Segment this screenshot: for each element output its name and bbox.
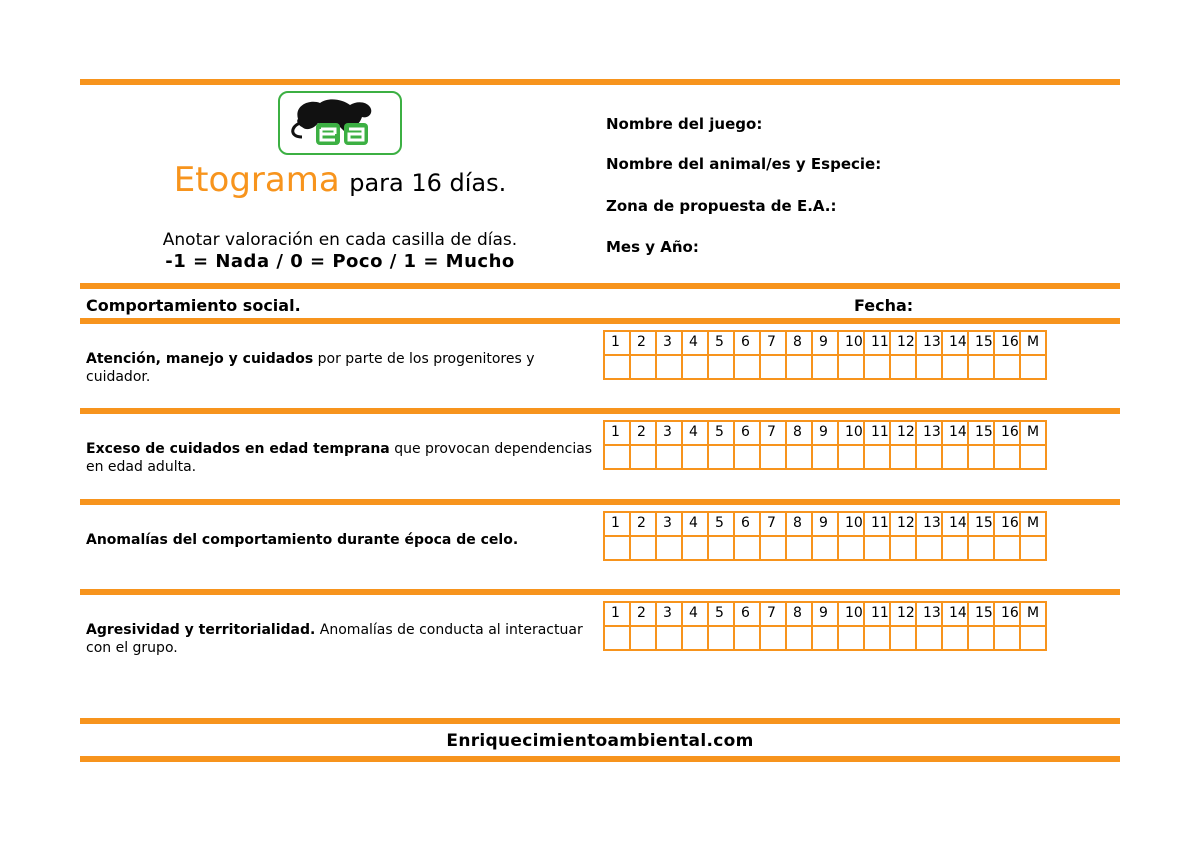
- day-header: 15: [968, 602, 994, 626]
- day-cell[interactable]: [916, 355, 942, 379]
- day-header: 10: [838, 602, 864, 626]
- day-cell[interactable]: [968, 445, 994, 469]
- day-header: 16: [994, 421, 1020, 445]
- day-entry-row: [604, 626, 1046, 650]
- day-header: 6: [734, 602, 760, 626]
- day-grid-2: [603, 420, 1047, 470]
- day-cell[interactable]: [838, 355, 864, 379]
- section-rule-top: [80, 283, 1120, 289]
- day-cell[interactable]: [630, 626, 656, 650]
- day-entry-row: [604, 536, 1046, 560]
- day-header: 16: [994, 602, 1020, 626]
- day-cell[interactable]: [734, 355, 760, 379]
- logo: [278, 91, 402, 155]
- day-header: 7: [760, 602, 786, 626]
- day-header: 2: [630, 421, 656, 445]
- day-header: 4: [682, 602, 708, 626]
- day-cell[interactable]: [916, 445, 942, 469]
- day-header: 7: [760, 421, 786, 445]
- day-cell[interactable]: [994, 445, 1020, 469]
- day-cell[interactable]: [708, 445, 734, 469]
- day-header-row: [604, 602, 1046, 626]
- day-cell[interactable]: [994, 536, 1020, 560]
- day-cell[interactable]: [890, 355, 916, 379]
- day-header: 9: [812, 331, 838, 355]
- day-header: 1: [604, 602, 630, 626]
- day-header: 16: [994, 331, 1020, 355]
- page-title: [80, 160, 600, 200]
- day-header: 6: [734, 512, 760, 536]
- day-cell[interactable]: [916, 536, 942, 560]
- day-cell[interactable]: [708, 536, 734, 560]
- day-header-row: [604, 331, 1046, 355]
- day-header: 6: [734, 421, 760, 445]
- day-cell[interactable]: [942, 355, 968, 379]
- day-header: 12: [890, 331, 916, 355]
- day-cell[interactable]: [994, 355, 1020, 379]
- day-header: 14: [942, 331, 968, 355]
- section-rule-bottom: [80, 318, 1120, 324]
- day-header: 10: [838, 512, 864, 536]
- day-cell[interactable]: [786, 445, 812, 469]
- day-cell[interactable]: [812, 445, 838, 469]
- day-cell[interactable]: [890, 536, 916, 560]
- day-header: 8: [786, 421, 812, 445]
- day-header: 15: [968, 331, 994, 355]
- info-field-animal: Nombre del animal/es y Especie:: [606, 155, 882, 173]
- day-cell[interactable]: [604, 536, 630, 560]
- row-divider-2: [80, 499, 1120, 505]
- row-label-2: [86, 440, 596, 476]
- footer-site: Enriquecimientoambiental.com: [446, 731, 754, 751]
- day-cell[interactable]: [682, 445, 708, 469]
- day-header: 16: [994, 512, 1020, 536]
- day-cell[interactable]: [838, 536, 864, 560]
- day-header: 1: [604, 421, 630, 445]
- day-header: 2: [630, 602, 656, 626]
- day-cell[interactable]: [656, 536, 682, 560]
- day-header: 13: [916, 602, 942, 626]
- day-header: 14: [942, 421, 968, 445]
- row-label-rest: que provocan dependencias en edad adulta.: [86, 441, 593, 475]
- day-cell[interactable]: [604, 445, 630, 469]
- day-cell[interactable]: [864, 445, 890, 469]
- footer-rule-top: [80, 718, 1120, 724]
- row-label-bold: Exceso de cuidados en edad temprana: [86, 441, 390, 457]
- day-header: 2: [630, 331, 656, 355]
- day-cell[interactable]: [734, 536, 760, 560]
- day-header: 14: [942, 512, 968, 536]
- day-cell[interactable]: [942, 626, 968, 650]
- day-cell[interactable]: [630, 355, 656, 379]
- info-field-zone: Zona de propuesta de E.A.:: [606, 197, 837, 215]
- day-cell[interactable]: [994, 626, 1020, 650]
- row-divider-3: [80, 589, 1120, 595]
- instructions: [80, 229, 600, 273]
- day-cell[interactable]: [812, 536, 838, 560]
- row-label-rest: por parte de los progenitores y cuidador.: [86, 351, 535, 385]
- day-header: 9: [812, 512, 838, 536]
- day-header: 10: [838, 331, 864, 355]
- day-header: 3: [656, 331, 682, 355]
- day-cell[interactable]: [838, 445, 864, 469]
- day-header: 4: [682, 512, 708, 536]
- day-cell[interactable]: [682, 536, 708, 560]
- day-header: 4: [682, 421, 708, 445]
- day-header: 8: [786, 602, 812, 626]
- day-header: 5: [708, 421, 734, 445]
- day-header: 12: [890, 421, 916, 445]
- day-header: M: [1020, 602, 1046, 626]
- day-cell[interactable]: [890, 445, 916, 469]
- day-cell[interactable]: [1020, 445, 1046, 469]
- day-cell[interactable]: [630, 445, 656, 469]
- day-cell[interactable]: [604, 355, 630, 379]
- day-grid-3: [603, 511, 1047, 561]
- day-cell[interactable]: [682, 626, 708, 650]
- day-header: 3: [656, 512, 682, 536]
- day-cell[interactable]: [1020, 355, 1046, 379]
- day-cell[interactable]: [708, 626, 734, 650]
- title-rest: para 16 días.: [349, 169, 507, 197]
- info-field-month-year: Mes y Año:: [606, 238, 699, 256]
- day-header: 9: [812, 421, 838, 445]
- day-header: 3: [656, 421, 682, 445]
- day-entry-row: [604, 355, 1046, 379]
- row-label-1: [86, 350, 596, 386]
- info-field-game: Nombre del juego:: [606, 115, 763, 133]
- day-header: 10: [838, 421, 864, 445]
- day-cell[interactable]: [760, 355, 786, 379]
- day-cell[interactable]: [734, 626, 760, 650]
- day-cell[interactable]: [760, 536, 786, 560]
- day-cell[interactable]: [630, 536, 656, 560]
- day-header: 1: [604, 512, 630, 536]
- row-divider-1: [80, 408, 1120, 414]
- day-cell[interactable]: [1020, 626, 1046, 650]
- day-header: 11: [864, 421, 890, 445]
- row-label-4: [86, 621, 596, 657]
- day-cell[interactable]: [968, 626, 994, 650]
- day-header: 7: [760, 331, 786, 355]
- day-cell[interactable]: [890, 626, 916, 650]
- day-cell[interactable]: [734, 445, 760, 469]
- day-header-row: [604, 421, 1046, 445]
- row-label-rest: Anomalías de conducta al interactuar con el grupo.: [86, 622, 583, 656]
- date-label: Fecha:: [854, 296, 914, 315]
- day-cell[interactable]: [786, 355, 812, 379]
- instruction-scale: -1 = Nada / 0 = Poco / 1 = Mucho: [165, 251, 515, 272]
- day-entry-row: [604, 445, 1046, 469]
- row-label-bold: Atención, manejo y cuidados: [86, 351, 314, 367]
- day-cell[interactable]: [604, 626, 630, 650]
- row-label-bold: Anomalías del comportamiento durante época de celo.: [86, 532, 519, 548]
- day-cell[interactable]: [708, 355, 734, 379]
- day-header: M: [1020, 512, 1046, 536]
- day-cell[interactable]: [812, 355, 838, 379]
- day-cell[interactable]: [760, 626, 786, 650]
- day-header: 13: [916, 512, 942, 536]
- day-header: 1: [604, 331, 630, 355]
- day-header: 9: [812, 602, 838, 626]
- day-header: 13: [916, 421, 942, 445]
- day-grid-1: [603, 330, 1047, 380]
- day-header: 15: [968, 421, 994, 445]
- day-header-row: [604, 512, 1046, 536]
- day-cell[interactable]: [864, 626, 890, 650]
- day-cell[interactable]: [786, 536, 812, 560]
- day-header: 11: [864, 602, 890, 626]
- day-header: 4: [682, 331, 708, 355]
- day-cell[interactable]: [864, 536, 890, 560]
- day-cell[interactable]: [1020, 536, 1046, 560]
- day-grid-4: [603, 601, 1047, 651]
- day-header: M: [1020, 421, 1046, 445]
- day-header: 5: [708, 602, 734, 626]
- day-header: M: [1020, 331, 1046, 355]
- day-cell[interactable]: [682, 355, 708, 379]
- footer-rule-bottom: [80, 756, 1120, 762]
- row-label-3: [86, 531, 596, 549]
- day-cell[interactable]: [916, 626, 942, 650]
- day-cell[interactable]: [656, 355, 682, 379]
- day-cell[interactable]: [942, 445, 968, 469]
- section-title: Comportamiento social.: [86, 296, 301, 315]
- day-cell[interactable]: [812, 626, 838, 650]
- day-header: 12: [890, 602, 916, 626]
- day-header: 5: [708, 512, 734, 536]
- day-cell[interactable]: [656, 626, 682, 650]
- monkey-icon: [280, 93, 400, 153]
- day-cell[interactable]: [968, 536, 994, 560]
- day-header: 15: [968, 512, 994, 536]
- day-header: 8: [786, 331, 812, 355]
- day-header: 6: [734, 331, 760, 355]
- day-cell[interactable]: [760, 445, 786, 469]
- day-cell[interactable]: [968, 355, 994, 379]
- day-cell[interactable]: [838, 626, 864, 650]
- row-label-bold: Agresividad y territorialidad.: [86, 622, 316, 638]
- title-main: Etograma: [173, 160, 340, 200]
- day-header: 14: [942, 602, 968, 626]
- day-header: 8: [786, 512, 812, 536]
- day-header: 7: [760, 512, 786, 536]
- top-rule: [80, 79, 1120, 85]
- day-cell[interactable]: [864, 355, 890, 379]
- day-header: 11: [864, 331, 890, 355]
- day-cell[interactable]: [786, 626, 812, 650]
- day-header: 12: [890, 512, 916, 536]
- day-header: 13: [916, 331, 942, 355]
- day-cell[interactable]: [656, 445, 682, 469]
- day-header: 5: [708, 331, 734, 355]
- day-header: 11: [864, 512, 890, 536]
- day-header: 2: [630, 512, 656, 536]
- instruction-line-1: Anotar valoración en cada casilla de días.: [162, 230, 518, 250]
- day-header: 3: [656, 602, 682, 626]
- day-cell[interactable]: [942, 536, 968, 560]
